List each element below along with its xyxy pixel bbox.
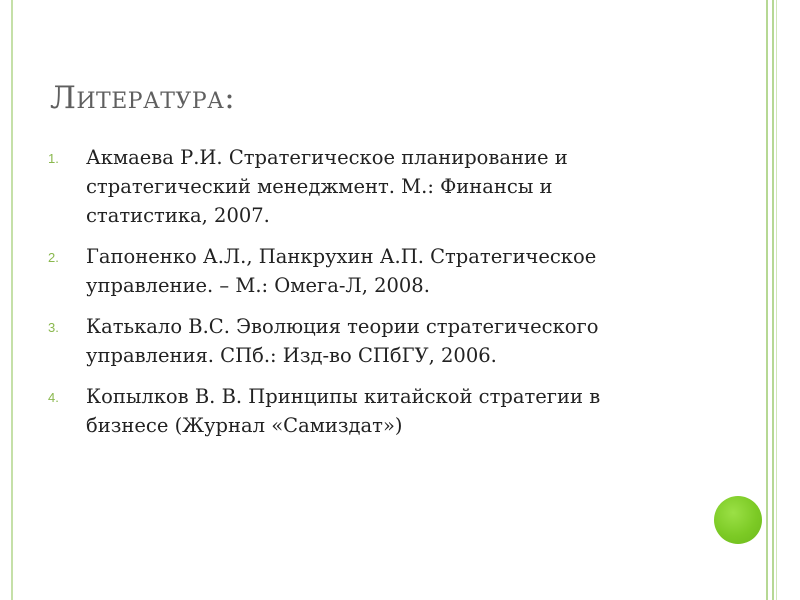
green-circle-decoration bbox=[714, 496, 762, 544]
reference-list bbox=[48, 143, 678, 452]
slide-title: Литература: bbox=[50, 80, 236, 116]
reference-item bbox=[48, 382, 678, 440]
reference-text: Гапоненко А.Л., Панкрухин А.П. Стратегическое управление. – М.: Омега-Л, 2008. bbox=[86, 245, 597, 297]
right-decorative-rule bbox=[766, 0, 768, 600]
reference-text: Катькало В.С. Эволюция теории стратегического управления. СПб.: Изд-во СПбГУ, 2006. bbox=[86, 315, 599, 367]
reference-number: 1. bbox=[48, 151, 59, 166]
reference-number: 3. bbox=[48, 320, 59, 335]
reference-text: Акмаева Р.И. Стратегическое планирование и стратегический менеджмент. М.: Финансы и статистика, 2007. bbox=[86, 146, 568, 227]
left-decorative-rule bbox=[11, 0, 13, 600]
reference-item bbox=[48, 312, 678, 370]
reference-number: 2. bbox=[48, 250, 59, 265]
reference-number: 4. bbox=[48, 390, 59, 405]
right-decorative-rule bbox=[776, 0, 777, 600]
reference-item bbox=[48, 143, 678, 230]
reference-item bbox=[48, 242, 678, 300]
reference-text: Копылков В. В. Принципы китайской стратегии в бизнесе (Журнал «Самиздат») bbox=[86, 385, 601, 437]
right-decorative-rule bbox=[772, 0, 774, 600]
